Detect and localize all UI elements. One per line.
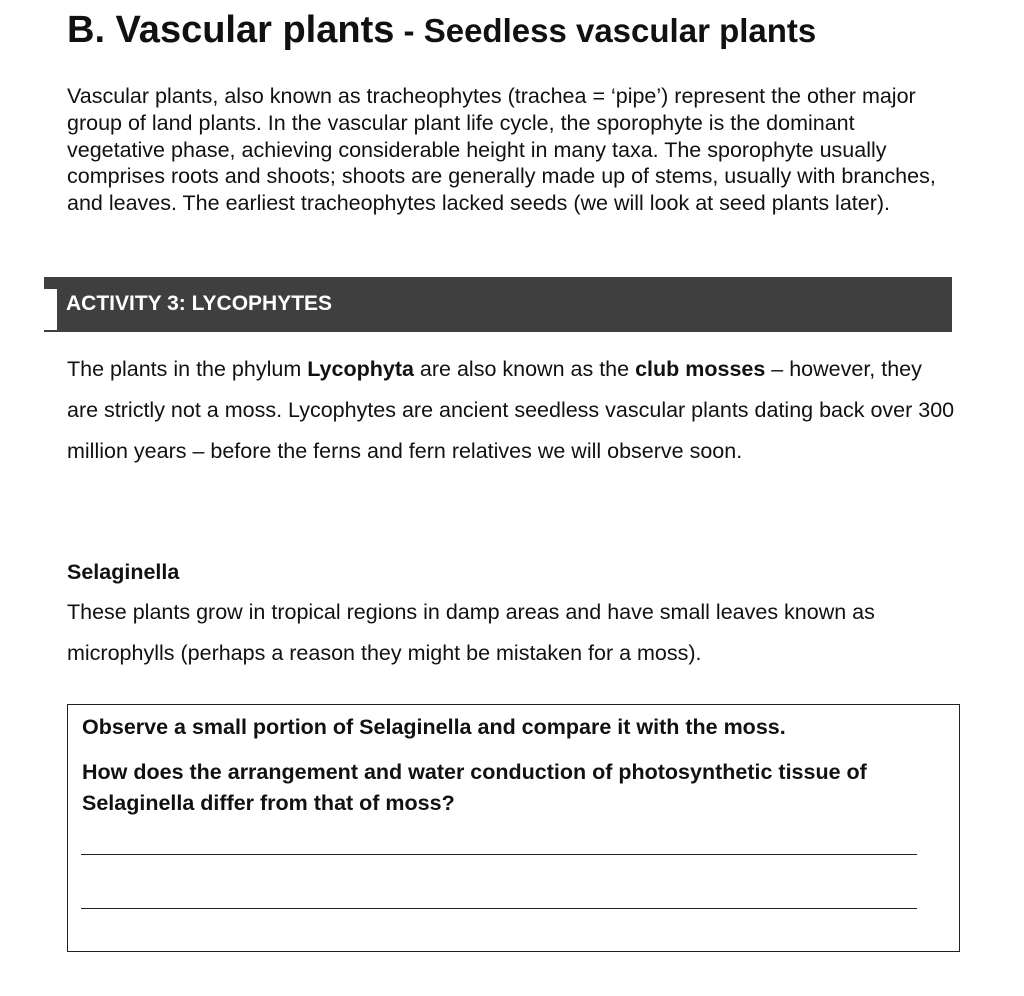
- selaginella-heading: Selaginella: [67, 560, 180, 584]
- activity-title: ACTIVITY 3: LYCOPHYTES: [66, 292, 333, 315]
- lycophytes-term-lycophyta: Lycophyta: [307, 357, 414, 381]
- title-separator: -: [394, 12, 424, 49]
- activity-banner: [44, 277, 952, 332]
- answer-line-1[interactable]: [81, 854, 917, 855]
- page-title: [67, 6, 816, 55]
- answer-line-2[interactable]: [81, 908, 917, 909]
- activity-accent-bar: [44, 289, 57, 330]
- lycophytes-text-1: The plants in the phylum: [67, 357, 308, 381]
- question-box: [67, 704, 960, 952]
- activity-accent-gap: [57, 277, 64, 332]
- lycophytes-text-2: are also known as the: [413, 357, 636, 381]
- selaginella-paragraph: These plants grow in tropical regions in damp areas and have small leaves known as microphylls (perhaps a reason they might be mistaken for a moss).: [67, 600, 875, 665]
- question-instruction: Observe a small portion of Selaginella and compare it with the moss.: [82, 715, 786, 739]
- lycophytes-paragraph: [67, 349, 957, 471]
- question-text: How does the arrangement and water conduction of photosynthetic tissue of Selaginella differ from that of moss?: [82, 760, 867, 815]
- title-subtitle: Seedless vascular plants: [423, 12, 817, 49]
- lycophytes-term-club-mosses: club mosses: [635, 357, 766, 381]
- lycophytes-text-3: – however, they are strictly not a moss. Lycophytes are ancient seedless vascular plants dating back over 300 million years – before the ferns and fern relatives we will observe soon.: [67, 357, 955, 463]
- title-main: B. Vascular plants: [67, 9, 395, 51]
- intro-paragraph: Vascular plants, also known as tracheophytes (trachea = ‘pipe’) represent the other major group of land plants. In the vascular plant life cycle, the sporophyte is the dominant vegetative phase, achieving considerable height in many taxa. The sporophyte usually comprises roots and shoots; shoots are generally made up of stems, usually with branches, and leaves. The earliest tracheophytes lacked seeds (we will look at seed plants later).: [67, 84, 936, 216]
